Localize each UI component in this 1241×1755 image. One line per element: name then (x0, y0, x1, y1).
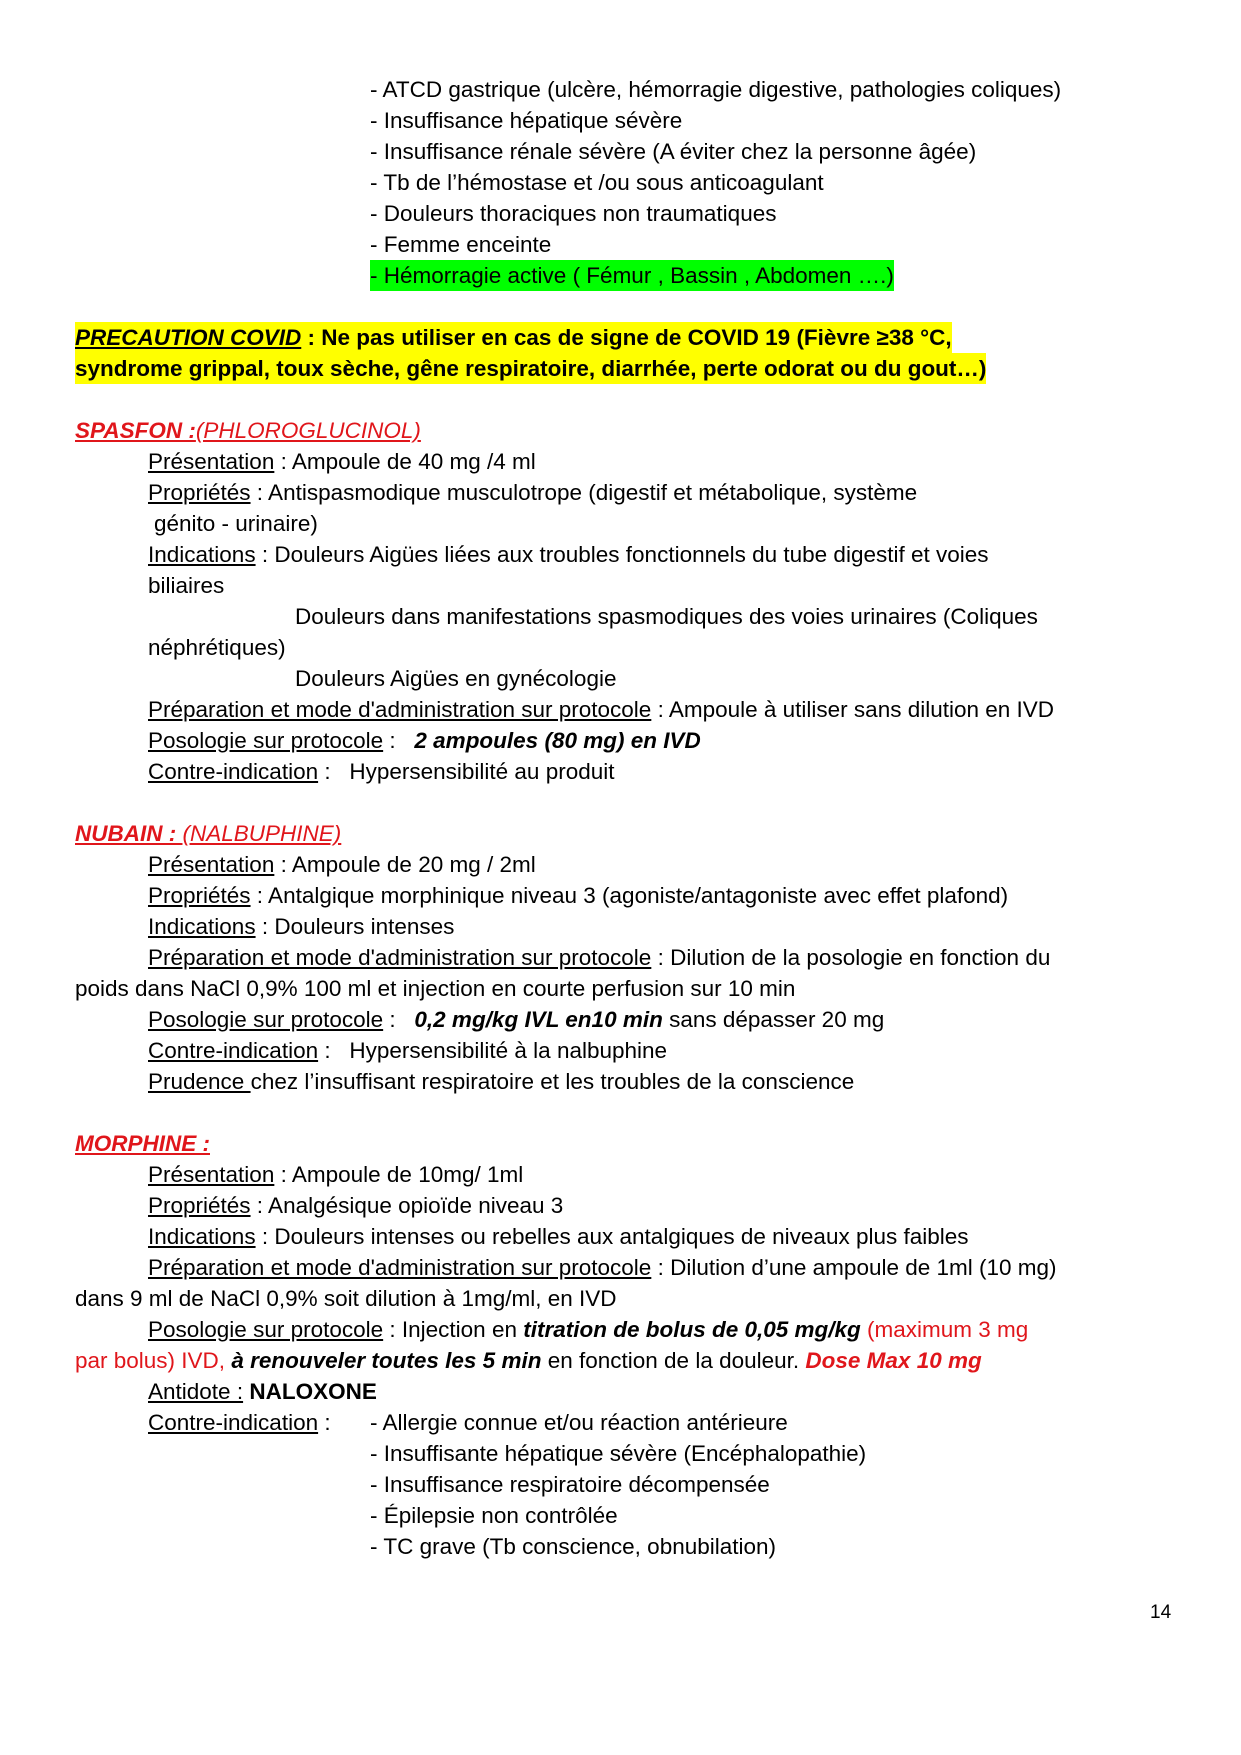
field-value: : Douleurs intenses ou rebelles aux antalgiques de niveaux plus faibles (255, 1224, 969, 1249)
list-item-highlighted: - Hémorragie active ( Fémur , Bassin , Abdomen ….) (370, 260, 894, 291)
field-value-red: par bolus) IVD, (75, 1348, 232, 1373)
field-label: Prudence (148, 1069, 251, 1094)
field-value: : Analgésique opioïde niveau 3 (250, 1193, 564, 1218)
list-item: - Épilepsie non contrôlée (370, 1503, 618, 1528)
field-label: Présentation (148, 449, 275, 474)
spasfon-proprietes (148, 477, 917, 508)
spasfon-posologie (148, 725, 701, 756)
list-item: - TC grave (Tb conscience, obnubilation) (370, 1534, 777, 1559)
nubain-preparation-cont: poids dans NaCl 0,9% 100 ml et injection en courte perfusion sur 10 min (75, 976, 796, 1001)
morphine-contre-indication (148, 1407, 331, 1438)
page-number: 14 (1150, 1602, 1172, 1623)
nubain-title (75, 818, 341, 849)
list-item: - Tb de l’hémostase et /ou sous anticoagulant (370, 170, 824, 195)
field-value: NALOXONE (243, 1379, 377, 1404)
field-label: Propriétés (148, 1193, 251, 1218)
morphine-posologie-cont (75, 1345, 982, 1376)
list-item: - Insuffisante hépatique sévère (Encéphalopathie) (370, 1441, 867, 1466)
morphine-indications (148, 1221, 969, 1252)
spasfon-indications-item: Douleurs dans manifestations spasmodiques des voies urinaires (Coliques (295, 604, 1038, 629)
field-label: Indications (148, 1224, 256, 1249)
field-value: : Douleurs intenses (255, 914, 455, 939)
field-value: : Antalgique morphinique niveau 3 (agoniste/antagoniste avec effet plafond) (250, 883, 1009, 908)
morphine-presentation (148, 1159, 523, 1190)
field-label: Posologie sur protocole (148, 728, 384, 753)
field-value: : Dilution de la posologie en fonction du (651, 945, 1051, 970)
dose-max: Dose Max 10 mg (805, 1348, 982, 1373)
field-label: Présentation (148, 1162, 275, 1187)
field-label: Indications (148, 542, 256, 567)
nubain-contre-indication (148, 1035, 667, 1066)
field-value-bold: 0,2 mg/kg IVL en10 min (414, 1007, 663, 1032)
spasfon-indications-item: Douleurs Aigües en gynécologie (295, 666, 617, 691)
field-label: Indications (148, 914, 256, 939)
spasfon-presentation (148, 446, 536, 477)
field-label: Contre-indication (148, 1038, 319, 1063)
field-value-red: (maximum 3 mg (860, 1317, 1029, 1342)
covid-text1: : Ne pas utiliser en cas de signe de COVID 19 (Fièvre ≥38 °C, (301, 325, 952, 350)
morphine-proprietes (148, 1190, 563, 1221)
spasfon-indications-cont: biliaires (148, 573, 225, 598)
list-item: - Douleurs thoraciques non traumatiques (370, 201, 777, 226)
list-item: - Insuffisance hépatique sévère (370, 108, 683, 133)
morphine-preparation (148, 1252, 1057, 1283)
field-value: : Douleurs Aigües liées aux troubles fonctionnels du tube digestif et voies (255, 542, 989, 567)
field-label: Contre-indication (148, 759, 319, 784)
covid-precaution-line1 (75, 322, 952, 353)
field-value: sans dépasser 20 mg (662, 1007, 885, 1032)
spasfon-contre-indication (148, 756, 615, 787)
field-value: 2 ampoules (80 mg) en IVD (414, 728, 701, 753)
field-value-bold: titration de bolus de 0,05 mg/kg (523, 1317, 861, 1342)
covid-precaution-line2: syndrome grippal, toux sèche, gêne respiratoire, diarrhée, perte odorat ou du gout…) (75, 353, 986, 384)
nubain-prudence (148, 1066, 854, 1097)
field-value: chez l’insuffisant respiratoire et les troubles de la conscience (250, 1069, 855, 1094)
field-separator: : (383, 728, 415, 753)
field-value: : Ampoule de 10mg/ 1ml (274, 1162, 524, 1187)
field-value: : Injection en (383, 1317, 524, 1342)
nubain-title-molecule: (NALBUPHINE) (182, 821, 342, 846)
field-value: : Hypersensibilité au produit (318, 759, 615, 784)
nubain-title-name: NUBAIN : (75, 821, 183, 846)
field-separator: : (383, 1007, 415, 1032)
field-value: : Ampoule de 20 mg / 2ml (274, 852, 536, 877)
field-label: Posologie sur protocole (148, 1317, 384, 1342)
list-item: - Femme enceinte (370, 232, 552, 257)
field-value: : Antispasmodique musculotrope (digestif et métabolique, système (250, 480, 918, 505)
field-label: Antidote : (148, 1379, 244, 1404)
field-value: : Dilution d’une ampoule de 1ml (10 mg) (651, 1255, 1057, 1280)
field-label: Contre-indication (148, 1410, 319, 1435)
field-value: : Hypersensibilité à la nalbuphine (318, 1038, 668, 1063)
spasfon-preparation (148, 694, 1054, 725)
field-label: Propriétés (148, 883, 251, 908)
list-item: - Insuffisance rénale sévère (A éviter chez la personne âgée) (370, 139, 977, 164)
morphine-preparation-cont: dans 9 ml de NaCl 0,9% soit dilution à 1mg/ml, en IVD (75, 1286, 617, 1311)
field-label: Posologie sur protocole (148, 1007, 384, 1032)
field-separator: : (318, 1410, 331, 1435)
spasfon-title-name: SPASFON : (75, 418, 196, 443)
morphine-antidote (148, 1376, 377, 1407)
field-value-bold: à renouveler toutes les 5 min (231, 1348, 542, 1373)
nubain-presentation (148, 849, 536, 880)
spasfon-proprietes-cont: génito - urinaire) (154, 511, 318, 536)
field-label: Préparation et mode d'administration sur protocole (148, 697, 652, 722)
list-item: - Insuffisance respiratoire décompensée (370, 1472, 770, 1497)
field-value: : Ampoule à utiliser sans dilution en IVD (651, 697, 1055, 722)
field-label: Préparation et mode d'administration sur protocole (148, 945, 652, 970)
field-label: Propriétés (148, 480, 251, 505)
morphine-title: MORPHINE : (75, 1131, 210, 1156)
field-value: en fonction de la douleur. (541, 1348, 806, 1373)
field-label: Préparation et mode d'administration sur protocole (148, 1255, 652, 1280)
morphine-posologie (148, 1314, 1028, 1345)
spasfon-title-molecule: (PHLOROGLUCINOL) (195, 418, 421, 443)
nubain-proprietes (148, 880, 1008, 911)
list-item: - Allergie connue et/ou réaction antérieure (370, 1410, 788, 1435)
field-label: Présentation (148, 852, 275, 877)
nubain-posologie (148, 1004, 884, 1035)
spasfon-indications-cont: néphrétiques) (148, 635, 286, 660)
nubain-indications (148, 911, 454, 942)
covid-label: PRECAUTION COVID (75, 325, 302, 350)
spasfon-indications (148, 539, 989, 570)
list-item: - ATCD gastrique (ulcère, hémorragie digestive, pathologies coliques) (370, 77, 1062, 102)
nubain-preparation (148, 942, 1050, 973)
spasfon-title (75, 415, 421, 446)
field-value: : Ampoule de 40 mg /4 ml (274, 449, 536, 474)
